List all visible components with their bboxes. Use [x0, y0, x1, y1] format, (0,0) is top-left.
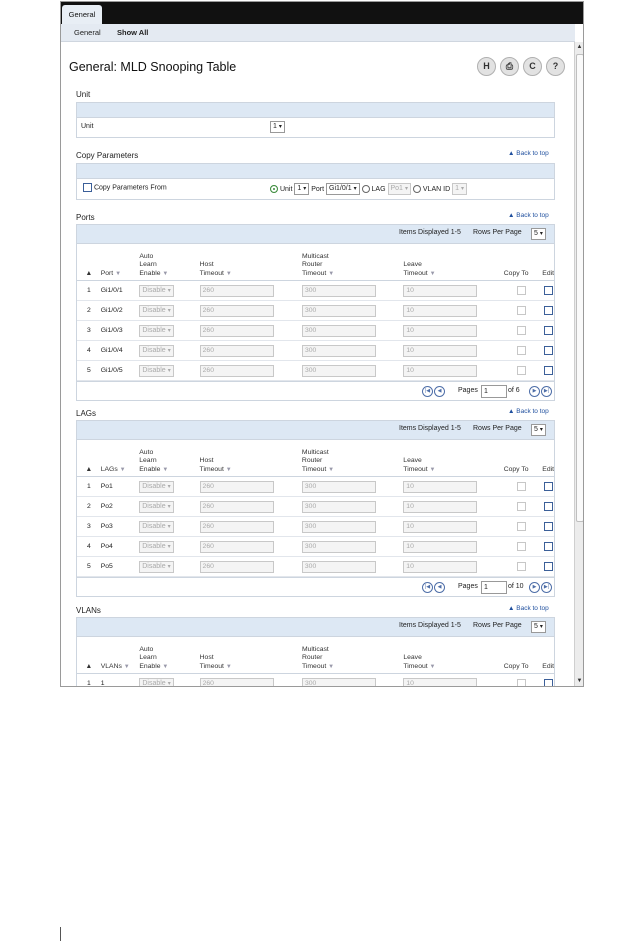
- vlans-section-title: VLANs: [76, 606, 101, 615]
- sub-navigation: [61, 24, 575, 42]
- row-name: Gi1/0/1: [98, 281, 137, 301]
- table-toolbar: [77, 421, 554, 440]
- row-name: Gi1/0/5: [98, 361, 137, 381]
- copy-to-checkbox[interactable]: [517, 346, 526, 355]
- leave-timeout-input[interactable]: 10: [403, 678, 477, 688]
- col-edit: Edit: [539, 440, 554, 477]
- row-index: 3: [77, 517, 98, 537]
- refresh-icon[interactable]: C: [523, 57, 542, 76]
- row-index: 1: [77, 674, 98, 688]
- edit-checkbox[interactable]: [544, 366, 553, 375]
- browser-frame: [60, 1, 584, 687]
- copy-to-checkbox[interactable]: [517, 502, 526, 511]
- table-row: [77, 321, 554, 341]
- copy-lag-label: LAG: [371, 185, 386, 193]
- table-toolbar: [77, 618, 554, 637]
- row-index: 2: [77, 497, 98, 517]
- copy-to-checkbox[interactable]: [517, 522, 526, 531]
- scroll-down-icon[interactable]: ▼: [576, 678, 583, 684]
- auto-learn-select[interactable]: Disable ▾: [139, 345, 173, 357]
- row-name: Po2: [98, 497, 137, 517]
- tab-general[interactable]: General: [62, 5, 102, 24]
- row-index: 1: [77, 477, 98, 497]
- last-page-icon[interactable]: ▶|: [541, 582, 552, 593]
- col-auto-learn[interactable]: Auto Learn Enable ▼: [136, 440, 196, 477]
- pagination: [77, 577, 554, 596]
- rows-per-page-select[interactable]: 5 ▾: [531, 424, 546, 436]
- edit-checkbox[interactable]: [544, 562, 553, 571]
- rows-per-page-select[interactable]: 5 ▾: [531, 228, 546, 240]
- mrouter-timeout-input[interactable]: 300: [302, 501, 376, 513]
- table-row: [77, 557, 554, 577]
- edit-checkbox[interactable]: [544, 326, 553, 335]
- mrouter-timeout-input[interactable]: 300: [302, 481, 376, 493]
- scrollbar-thumb[interactable]: [576, 54, 584, 522]
- edit-checkbox[interactable]: [544, 679, 553, 687]
- next-page-icon[interactable]: ▶: [529, 582, 540, 593]
- unit-select[interactable]: 1 ▾: [270, 121, 285, 133]
- copy-vlan-label: VLAN ID: [422, 185, 451, 193]
- lags-section-title: LAGs: [76, 409, 97, 418]
- mrouter-timeout-input[interactable]: 300: [302, 345, 376, 357]
- unit-port-radio[interactable]: [270, 185, 278, 193]
- copy-to-checkbox[interactable]: [517, 306, 526, 315]
- top-tab-bar: [61, 2, 583, 24]
- mrouter-timeout-input[interactable]: 300: [302, 305, 376, 317]
- col-copy-to: Copy To: [501, 440, 540, 477]
- auto-learn-select[interactable]: Disable ▾: [139, 561, 173, 573]
- copy-vlan-select[interactable]: 1 ▾: [452, 183, 467, 195]
- leave-timeout-input[interactable]: 10: [403, 305, 477, 317]
- table-row: [77, 477, 554, 497]
- vlans-table: [76, 617, 555, 687]
- leave-timeout-input[interactable]: 10: [403, 541, 477, 553]
- row-index: 2: [77, 301, 98, 321]
- rows-per-page-select[interactable]: 5 ▾: [531, 621, 546, 633]
- row-name: Gi1/0/3: [98, 321, 137, 341]
- copy-to-checkbox[interactable]: [517, 562, 526, 571]
- col-name[interactable]: LAGs ▼: [98, 440, 137, 477]
- col-name[interactable]: Port ▼: [98, 244, 137, 281]
- page-number-input[interactable]: 1: [481, 385, 507, 398]
- col-host-timeout[interactable]: Host Timeout ▼: [197, 244, 299, 281]
- lags-table: [76, 420, 555, 597]
- leave-timeout-input[interactable]: 10: [403, 521, 477, 533]
- leave-timeout-input[interactable]: 10: [403, 501, 477, 513]
- row-index: 4: [77, 537, 98, 557]
- host-timeout-input[interactable]: 260: [200, 501, 274, 513]
- first-page-icon[interactable]: |◀: [422, 582, 433, 593]
- items-displayed: Items Displayed 1-5: [399, 229, 461, 236]
- help-icon[interactable]: ?: [546, 57, 565, 76]
- host-timeout-input[interactable]: 260: [200, 521, 274, 533]
- first-page-icon[interactable]: |◀: [422, 386, 433, 397]
- page-count: of 6: [508, 387, 520, 394]
- ports-table: [76, 224, 555, 401]
- copy-unit-select[interactable]: 1 ▾: [294, 183, 309, 195]
- col-name[interactable]: VLANs ▼: [98, 637, 137, 674]
- mrouter-timeout-input[interactable]: 300: [302, 365, 376, 377]
- vlan-radio[interactable]: [413, 185, 421, 193]
- copy-to-checkbox[interactable]: [517, 286, 526, 295]
- col-copy-to: Copy To: [501, 637, 540, 674]
- scroll-up-icon[interactable]: ▲: [576, 44, 583, 50]
- page-margin-rule: [60, 927, 61, 941]
- vertical-scrollbar[interactable]: [574, 42, 584, 686]
- col-edit: Edit: [539, 637, 554, 674]
- leave-timeout-input[interactable]: 10: [403, 325, 477, 337]
- print-icon[interactable]: ⎙: [500, 57, 519, 76]
- col-leave-timeout[interactable]: Leave Timeout ▼: [400, 244, 500, 281]
- row-index: 5: [77, 557, 98, 577]
- copy-to-checkbox[interactable]: [517, 482, 526, 491]
- row-name: 1: [98, 674, 137, 688]
- col-copy-to: Copy To: [501, 244, 540, 281]
- row-index: 5: [77, 361, 98, 381]
- edit-checkbox[interactable]: [544, 482, 553, 491]
- auto-learn-select[interactable]: Disable ▾: [139, 325, 173, 337]
- col-leave-timeout[interactable]: Leave Timeout ▼: [400, 637, 500, 674]
- col-host-timeout[interactable]: Host Timeout ▼: [197, 637, 299, 674]
- auto-learn-select[interactable]: Disable ▾: [139, 365, 173, 377]
- copy-section-title: Copy Parameters: [76, 151, 139, 160]
- host-timeout-input[interactable]: 260: [200, 325, 274, 337]
- row-name: Po3: [98, 517, 137, 537]
- col-edit: Edit: [539, 244, 554, 281]
- auto-learn-select[interactable]: Disable ▾: [139, 305, 173, 317]
- table-row: [77, 674, 554, 688]
- col-mrouter-timeout[interactable]: Multicast Router Timeout ▼: [299, 440, 400, 477]
- leave-timeout-input[interactable]: 10: [403, 345, 477, 357]
- host-timeout-input[interactable]: 260: [200, 481, 274, 493]
- host-timeout-input[interactable]: 260: [200, 365, 274, 377]
- copy-to-checkbox[interactable]: [517, 366, 526, 375]
- sort-column-icon[interactable]: ▲: [77, 637, 98, 674]
- unit-section-title: Unit: [76, 90, 91, 99]
- page-count: of 10: [508, 583, 524, 590]
- last-page-icon[interactable]: ▶|: [541, 386, 552, 397]
- copy-port-label: Port: [311, 185, 325, 193]
- save-icon[interactable]: H: [477, 57, 496, 76]
- auto-learn-select[interactable]: Disable ▾: [139, 481, 173, 493]
- subnav-general[interactable]: General: [74, 28, 101, 37]
- unit-label: Unit: [81, 123, 94, 130]
- edit-checkbox[interactable]: [544, 542, 553, 551]
- host-timeout-input[interactable]: 260: [200, 305, 274, 317]
- mrouter-timeout-input[interactable]: 300: [302, 561, 376, 573]
- copy-to-checkbox[interactable]: [517, 679, 526, 687]
- col-mrouter-timeout[interactable]: Multicast Router Timeout ▼: [299, 637, 400, 674]
- copy-unit-label: Unit: [279, 185, 293, 193]
- host-timeout-input[interactable]: 260: [200, 345, 274, 357]
- prev-page-icon[interactable]: ◀: [434, 386, 445, 397]
- sort-column-icon[interactable]: ▲: [77, 440, 98, 477]
- auto-learn-select[interactable]: Disable ▾: [139, 501, 173, 513]
- leave-timeout-input[interactable]: 10: [403, 285, 477, 297]
- row-index: 1: [77, 281, 98, 301]
- page-title: General: MLD Snooping Table: [69, 60, 237, 74]
- pages-label: Pages: [458, 583, 478, 590]
- sort-column-icon[interactable]: ▲: [77, 244, 98, 281]
- copy-params-label: Copy Parameters From: [93, 184, 167, 192]
- copy-lag-select[interactable]: Po1 ▾: [388, 183, 411, 195]
- table-row: [77, 341, 554, 361]
- subnav-show-all[interactable]: Show All: [117, 28, 149, 37]
- auto-learn-select[interactable]: Disable ▾: [139, 521, 173, 533]
- back-to-top-link[interactable]: ▲ Back to top: [508, 212, 549, 219]
- table-row: [77, 497, 554, 517]
- items-displayed: Items Displayed 1-5: [399, 425, 461, 432]
- next-page-icon[interactable]: ▶: [529, 386, 540, 397]
- mrouter-timeout-input[interactable]: 300: [302, 678, 376, 688]
- leave-timeout-input[interactable]: 10: [403, 365, 477, 377]
- unit-box: [76, 102, 555, 138]
- mrouter-timeout-input[interactable]: 300: [302, 541, 376, 553]
- row-name: Po4: [98, 537, 137, 557]
- copy-params-checkbox[interactable]: [83, 183, 92, 192]
- host-timeout-input[interactable]: 260: [200, 678, 274, 688]
- back-to-top-link[interactable]: ▲ Back to top: [508, 408, 549, 415]
- row-index: 4: [77, 341, 98, 361]
- row-index: 3: [77, 321, 98, 341]
- edit-checkbox[interactable]: [544, 286, 553, 295]
- items-displayed: Items Displayed 1-5: [399, 622, 461, 629]
- table-row: [77, 281, 554, 301]
- row-name: Po5: [98, 557, 137, 577]
- auto-learn-select[interactable]: Disable ▾: [139, 541, 173, 553]
- leave-timeout-input[interactable]: 10: [403, 481, 477, 493]
- edit-checkbox[interactable]: [544, 522, 553, 531]
- pagination: [77, 381, 554, 400]
- table-row: [77, 517, 554, 537]
- col-leave-timeout[interactable]: Leave Timeout ▼: [400, 440, 500, 477]
- table-row: [77, 537, 554, 557]
- copy-params-box: [76, 163, 555, 200]
- page-number-input[interactable]: 1: [481, 581, 507, 594]
- row-name: Gi1/0/2: [98, 301, 137, 321]
- table-toolbar: [77, 225, 554, 244]
- pages-label: Pages: [458, 387, 478, 394]
- copy-to-checkbox[interactable]: [517, 542, 526, 551]
- prev-page-icon[interactable]: ◀: [434, 582, 445, 593]
- col-host-timeout[interactable]: Host Timeout ▼: [197, 440, 299, 477]
- mrouter-timeout-input[interactable]: 300: [302, 285, 376, 297]
- table-row: [77, 301, 554, 321]
- col-auto-learn[interactable]: Auto Learn Enable ▼: [136, 637, 196, 674]
- rows-per-page-label: Rows Per Page: [473, 622, 522, 629]
- leave-timeout-input[interactable]: 10: [403, 561, 477, 573]
- back-to-top-link[interactable]: ▲ Back to top: [508, 605, 549, 612]
- row-name: Gi1/0/4: [98, 341, 137, 361]
- auto-learn-select[interactable]: Disable ▾: [139, 285, 173, 297]
- copy-to-checkbox[interactable]: [517, 326, 526, 335]
- back-to-top-link[interactable]: ▲ Back to top: [508, 150, 549, 157]
- lag-radio[interactable]: [362, 185, 370, 193]
- ports-section-title: Ports: [76, 213, 95, 222]
- copy-port-select[interactable]: Gi1/0/1 ▾: [326, 183, 360, 195]
- mrouter-timeout-input[interactable]: 300: [302, 325, 376, 337]
- col-mrouter-timeout[interactable]: Multicast Router Timeout ▼: [299, 244, 400, 281]
- table-row: [77, 361, 554, 381]
- host-timeout-input[interactable]: 260: [200, 541, 274, 553]
- edit-checkbox[interactable]: [544, 306, 553, 315]
- host-timeout-input[interactable]: 260: [200, 285, 274, 297]
- mrouter-timeout-input[interactable]: 300: [302, 521, 376, 533]
- host-timeout-input[interactable]: 260: [200, 561, 274, 573]
- rows-per-page-label: Rows Per Page: [473, 229, 522, 236]
- rows-per-page-label: Rows Per Page: [473, 425, 522, 432]
- edit-checkbox[interactable]: [544, 502, 553, 511]
- row-name: Po1: [98, 477, 137, 497]
- edit-checkbox[interactable]: [544, 346, 553, 355]
- auto-learn-select[interactable]: Disable ▾: [139, 678, 173, 688]
- col-auto-learn[interactable]: Auto Learn Enable ▼: [136, 244, 196, 281]
